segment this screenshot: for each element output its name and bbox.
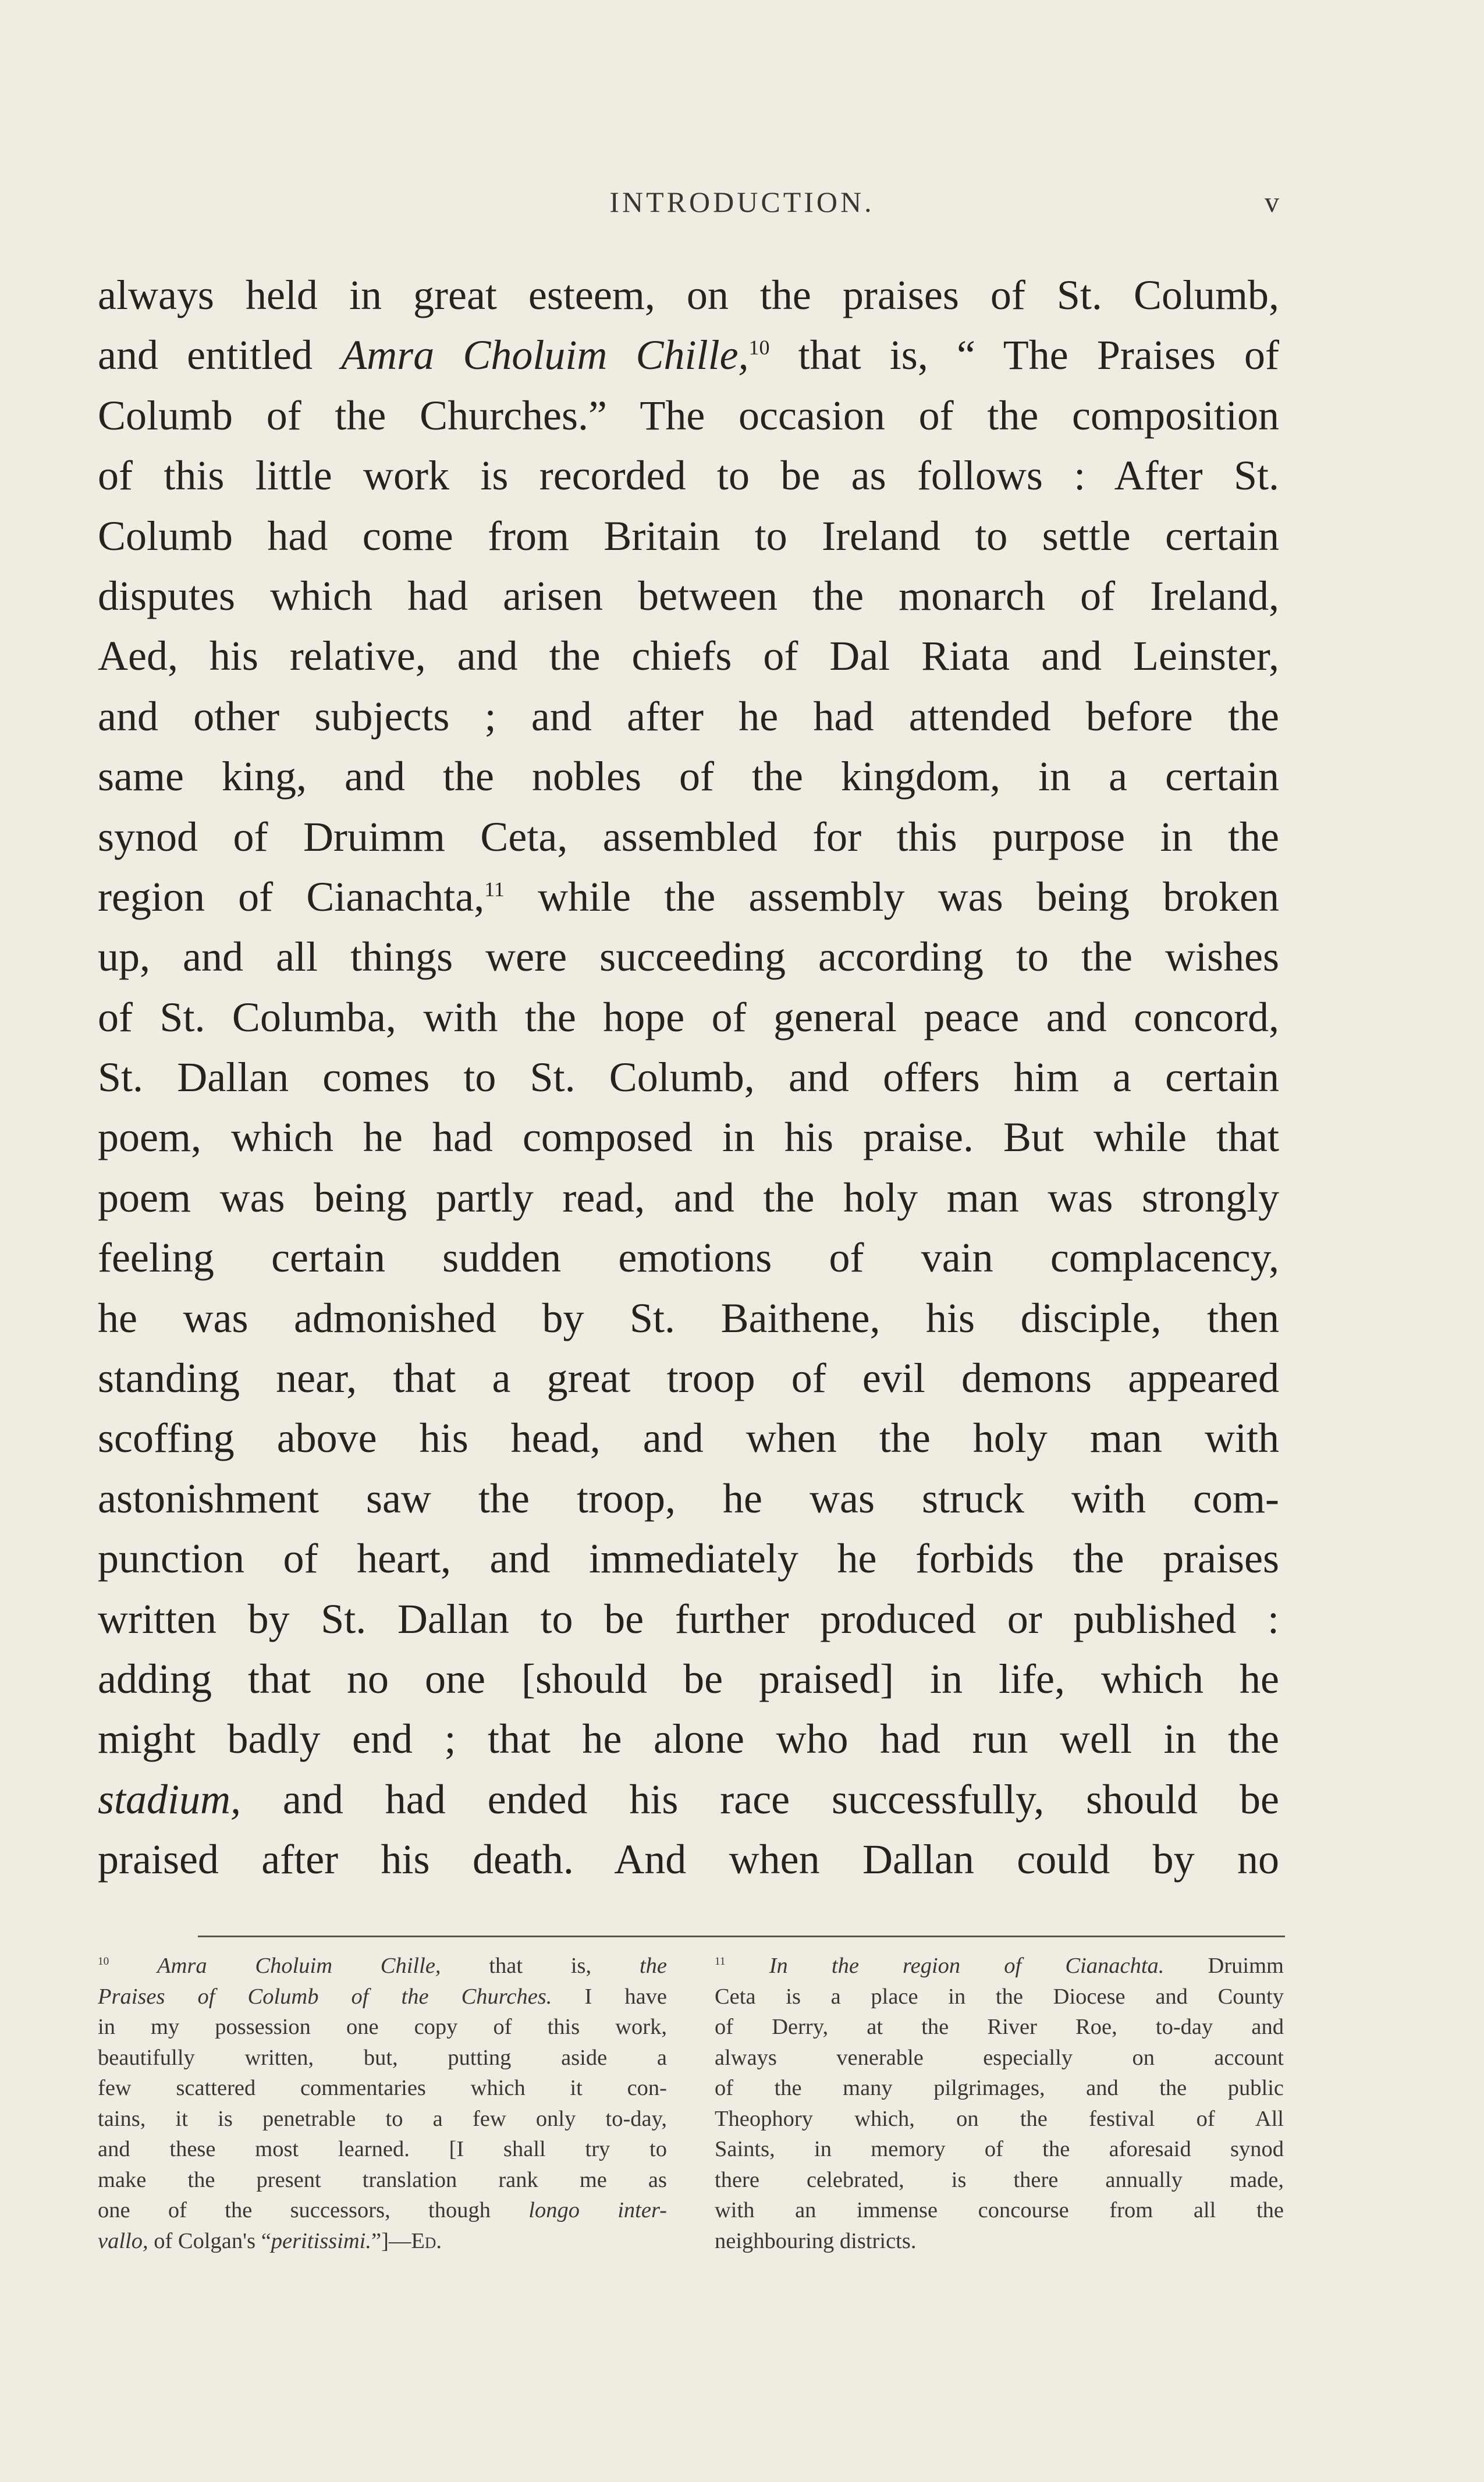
text-line: same king, and the nobles of the kingdom, in a certain bbox=[98, 753, 1279, 800]
text-line: and entitled Amra Choluim Chille,$^{10}$ that is, “ The Praises of bbox=[98, 332, 1279, 379]
text-line: poem was being partly read, and the holy man was strongly bbox=[98, 1174, 1279, 1221]
text-line: adding that no one [should be praised] in life, which he bbox=[98, 1655, 1279, 1702]
text-line: Aed, his relative, and the chiefs of Dal Riata and Leinster, bbox=[98, 633, 1279, 680]
footnote-divider bbox=[198, 1936, 1285, 1937]
text-line: Columb of the Churches.” The occasion of the composition bbox=[98, 392, 1279, 439]
footnote-10: $^{10}$ Amra Choluim Chille, that is, the Praises of Columb of the Churches. I have in my possession one copy of this work, beautifully written, but, putting aside a few scattered commentaries which it con- tains, it is penetrable to a few only to-day, and these most learned. [I shall try to make the present translation rank me as one of the successors, though longo inter- vallo, of Colgan's “peritissimi.”]—Ed. bbox=[98, 1954, 668, 2253]
text-line: written by St. Dallan to be further produced or published : bbox=[98, 1595, 1279, 1642]
footnote-11: $^{11}$ In the region of Cianachta. Druimm Ceta is a place in the Diocese and County of Derry, at the River Roe, to-day and always venerable especially on account of the many pilgrimages, and the public Theophory which, on the festival of All Saints, in memory of the aforesaid synod there celebrated, is there annually made, with an immense concourse from all the neighbouring districts. bbox=[715, 1954, 1284, 2253]
running-title: INTRODUCTION. bbox=[609, 186, 875, 218]
text-line: he was admonished by St. Baithene, his disciple, then bbox=[98, 1294, 1279, 1341]
footnote-ref-10: 10 bbox=[748, 336, 770, 360]
text-line: of St. Columba, with the hope of general peace and concord, bbox=[98, 993, 1279, 1041]
text-line: stadium, and had ended his race successfully, should be bbox=[98, 1776, 1279, 1823]
text-line: astonishment saw the troop, he was struck with com- bbox=[98, 1475, 1279, 1522]
text-line: might badly end ; that he alone who had run well in the bbox=[98, 1716, 1279, 1763]
text-line: of this little work is recorded to be as follows : After St. bbox=[98, 452, 1279, 499]
text-line: up, and all things were succeeding according to the wishes bbox=[98, 933, 1279, 981]
footnote-marker: 10 bbox=[98, 1955, 109, 1968]
text-line: standing near, that a great troop of evil demons appeared bbox=[98, 1355, 1279, 1402]
text-line: and other subjects ; and after he had attended before the bbox=[98, 693, 1279, 740]
text-line: praised after his death. And when Dallan could by no bbox=[98, 1836, 1279, 1883]
text-line: disputes which had arisen between the monarch of Ireland, bbox=[98, 572, 1279, 619]
main-text-block bbox=[98, 265, 1279, 1890]
text-line: punction of heart, and immediately he forbids the praises bbox=[98, 1535, 1279, 1582]
title-italic: Amra Choluim Chille, bbox=[341, 332, 749, 379]
italic-word: stadium, bbox=[98, 1776, 242, 1823]
text-line: St. Dallan comes to St. Columb, and offers him a certain bbox=[98, 1054, 1279, 1101]
footnote-ref-11: 11 bbox=[484, 877, 505, 901]
text-line: feeling certain sudden emotions of vain complacency, bbox=[98, 1234, 1279, 1281]
footnote-marker: 11 bbox=[715, 1955, 726, 1968]
page-number: v bbox=[1265, 186, 1279, 218]
page-header bbox=[0, 185, 1484, 226]
text-line: region of Cianachta,$^{11}$ while the assembly was being broken bbox=[98, 873, 1280, 920]
text-line: Columb had come from Britain to Ireland to settle certain bbox=[98, 512, 1279, 559]
text-line: scoffing above his head, and when the holy man with bbox=[98, 1415, 1279, 1462]
text-line: poem, which he had composed in his praise. But while that bbox=[98, 1114, 1279, 1161]
text-line: always held in great esteem, on the praises of St. Columb, bbox=[98, 272, 1279, 318]
text-line: synod of Druimm Ceta, assembled for this purpose in the bbox=[98, 813, 1279, 860]
